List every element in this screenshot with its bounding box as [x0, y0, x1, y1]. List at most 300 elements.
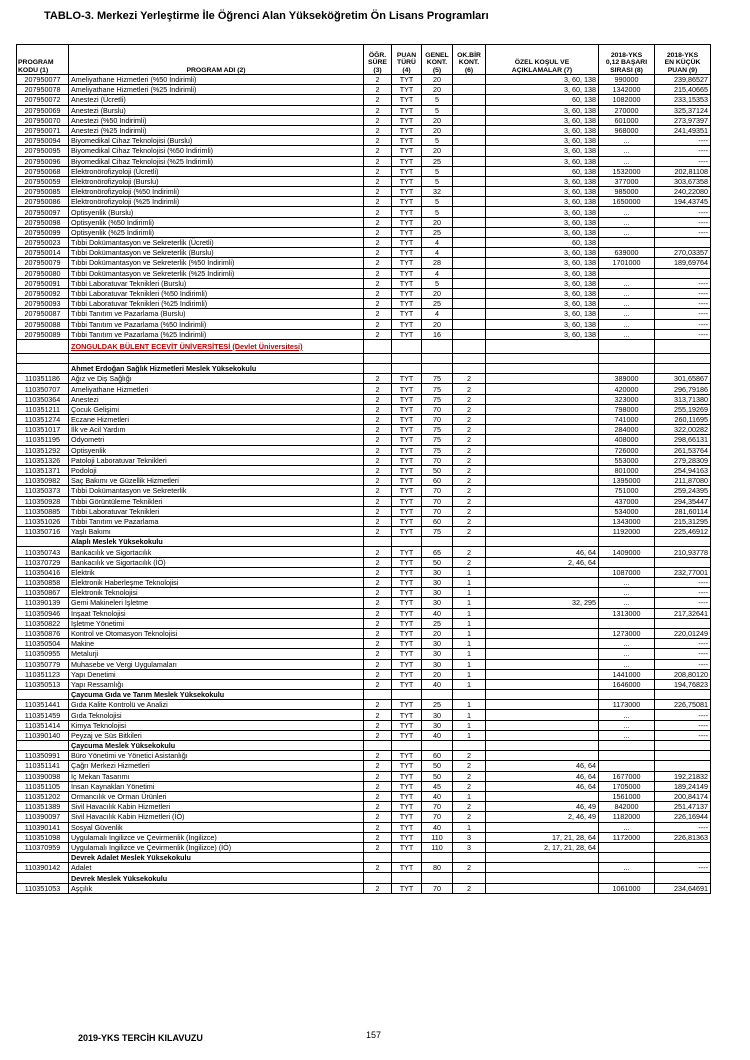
cell-score-type: TYT	[392, 248, 422, 258]
cell-duration: 2	[364, 557, 392, 567]
cell-success-rank: 801000	[599, 465, 655, 475]
cell-score-type: TYT	[392, 176, 422, 186]
cell-duration: 2	[364, 207, 392, 217]
cell-general-quota: 20	[422, 288, 453, 298]
cell-program-name: Tıbbi Tanıtım ve Pazarlama (%25 İndirimli)	[69, 329, 364, 339]
cell-success-rank: ...	[599, 329, 655, 339]
cell-min-score: 232,77001	[655, 567, 711, 577]
cell-success-rank: 990000	[599, 75, 655, 85]
cell-duration: 2	[364, 527, 392, 537]
cell-duration: 2	[364, 791, 392, 801]
cell-score-type: TYT	[392, 700, 422, 710]
cell-min-score: ----	[655, 730, 711, 740]
cell-conditions	[486, 435, 599, 445]
cell-conditions: 3, 60, 138	[486, 319, 599, 329]
cell-conditions	[486, 628, 599, 638]
cell-success-rank: 842000	[599, 802, 655, 812]
cell-min-score: 281,60114	[655, 506, 711, 516]
cell-duration: 2	[364, 598, 392, 608]
cell-duration: 2	[364, 588, 392, 598]
cell-top-student-quota: 1	[453, 588, 486, 598]
cell-success-rank: 1342000	[599, 85, 655, 95]
cell-top-student-quota: 1	[453, 679, 486, 689]
cell-program-name: Ameliyathane Hizmetleri	[69, 384, 364, 394]
cell-success-rank: 1701000	[599, 258, 655, 268]
cell-success-rank	[599, 751, 655, 761]
cell-general-quota: 30	[422, 598, 453, 608]
cell-min-score: ----	[655, 299, 711, 309]
cell-program-name: Büro Yönetimi ve Yönetici Asistanlığı	[69, 751, 364, 761]
cell-top-student-quota: 1	[453, 639, 486, 649]
cell-general-quota: 40	[422, 791, 453, 801]
cell-conditions	[486, 445, 599, 455]
cell-score-type: TYT	[392, 95, 422, 105]
cell-duration: 2	[364, 319, 392, 329]
cell-success-rank: 1409000	[599, 547, 655, 557]
cell-top-student-quota	[453, 207, 486, 217]
cell-score-type: TYT	[392, 125, 422, 135]
cell-success-rank: 1343000	[599, 516, 655, 526]
cell-program-name: Sivil Havacılık Kabin Hizmetleri	[69, 802, 364, 812]
cell-conditions	[486, 751, 599, 761]
table-row	[17, 751, 711, 761]
cell-program-name: Elektronik Teknolojisi	[69, 588, 364, 598]
cell-top-student-quota: 2	[453, 435, 486, 445]
cell-score-type: TYT	[392, 628, 422, 638]
cell-conditions	[486, 883, 599, 893]
cell-min-score: 273,97397	[655, 115, 711, 125]
empty-cell	[392, 853, 422, 863]
cell-program-name: İlk ve Acil Yardım	[69, 425, 364, 435]
cell-min-score: 194,43745	[655, 197, 711, 207]
cell-score-type: TYT	[392, 75, 422, 85]
cell-duration: 2	[364, 415, 392, 425]
cell-conditions	[486, 863, 599, 873]
cell-program-code: 110351186	[17, 374, 69, 384]
cell-program-code: 110350822	[17, 618, 69, 628]
cell-score-type: TYT	[392, 588, 422, 598]
cell-program-code: 110390139	[17, 598, 69, 608]
cell-success-rank: 1082000	[599, 95, 655, 105]
cell-program-code: 207950099	[17, 227, 69, 237]
cell-success-rank: ...	[599, 730, 655, 740]
cell-duration: 2	[364, 425, 392, 435]
cell-score-type: TYT	[392, 394, 422, 404]
cell-conditions: 3, 60, 138	[486, 217, 599, 227]
col-header-success-rank: 2018-YKS 0,12 BAŞARI SIRASI (8)	[599, 45, 655, 75]
cell-duration: 2	[364, 227, 392, 237]
cell-min-score: 200,84174	[655, 791, 711, 801]
cell-success-rank: ...	[599, 288, 655, 298]
cell-conditions	[486, 374, 599, 384]
cell-success-rank	[599, 842, 655, 852]
cell-program-name: Tıbbi Dokümantasyon ve Sekreterlik (Burslu)	[69, 248, 364, 258]
cell-general-quota: 5	[422, 197, 453, 207]
cell-conditions	[486, 659, 599, 669]
cell-program-name: Tıbbi Dokümantasyon ve Sekreterlik	[69, 486, 364, 496]
cell-score-type: TYT	[392, 863, 422, 873]
cell-min-score: ----	[655, 146, 711, 156]
cell-conditions: 3, 60, 138	[486, 115, 599, 125]
table-row	[17, 822, 711, 832]
empty-cell	[655, 364, 711, 374]
table-row	[17, 455, 711, 465]
cell-duration: 2	[364, 822, 392, 832]
cell-general-quota: 32	[422, 187, 453, 197]
cell-top-student-quota: 2	[453, 883, 486, 893]
cell-min-score: 239,86527	[655, 75, 711, 85]
cell-success-rank: 1173000	[599, 700, 655, 710]
cell-general-quota: 70	[422, 455, 453, 465]
cell-conditions	[486, 567, 599, 577]
cell-duration: 2	[364, 268, 392, 278]
empty-cell	[422, 339, 453, 353]
cell-min-score: ----	[655, 598, 711, 608]
cell-conditions	[486, 700, 599, 710]
cell-min-score: 234,64691	[655, 883, 711, 893]
table-row	[17, 486, 711, 496]
cell-top-student-quota: 1	[453, 700, 486, 710]
cell-conditions	[486, 822, 599, 832]
table-row	[17, 278, 711, 288]
cell-program-name: Tıbbi Laboratuvar Teknikleri (%50 İndirimli)	[69, 288, 364, 298]
table-row	[17, 258, 711, 268]
spacer-row	[17, 353, 711, 363]
cell-score-type: TYT	[392, 238, 422, 248]
cell-score-type: TYT	[392, 496, 422, 506]
cell-score-type: TYT	[392, 832, 422, 842]
cell-duration: 2	[364, 75, 392, 85]
cell-top-student-quota: 2	[453, 751, 486, 761]
cell-top-student-quota: 1	[453, 608, 486, 618]
cell-duration: 2	[364, 547, 392, 557]
cell-success-rank: 270000	[599, 105, 655, 115]
cell-conditions	[486, 476, 599, 486]
cell-program-name: Tıbbi Tanıtım ve Pazarlama	[69, 516, 364, 526]
cell-score-type: TYT	[392, 309, 422, 319]
cell-success-rank: 1087000	[599, 567, 655, 577]
empty-cell	[486, 741, 599, 751]
cell-program-name: Elektronörofizyoloji (%50 İndirimli)	[69, 187, 364, 197]
cell-program-code: 110351053	[17, 883, 69, 893]
cell-conditions: 60, 138	[486, 166, 599, 176]
cell-min-score: 240,22080	[655, 187, 711, 197]
empty-cell	[655, 853, 711, 863]
cell-score-type: TYT	[392, 288, 422, 298]
cell-top-student-quota	[453, 258, 486, 268]
empty-cell	[364, 364, 392, 374]
cell-score-type: TYT	[392, 567, 422, 577]
cell-top-student-quota: 2	[453, 781, 486, 791]
cell-program-name: Ağız ve Diş Sağlığı	[69, 374, 364, 384]
programs-table	[16, 44, 711, 894]
cell-score-type: TYT	[392, 547, 422, 557]
table-row	[17, 404, 711, 414]
table-row	[17, 883, 711, 893]
cell-general-quota: 16	[422, 329, 453, 339]
cell-general-quota: 40	[422, 608, 453, 618]
cell-duration: 2	[364, 136, 392, 146]
cell-success-rank: ...	[599, 136, 655, 146]
cell-general-quota: 70	[422, 496, 453, 506]
cell-score-type: TYT	[392, 258, 422, 268]
cell-general-quota: 20	[422, 125, 453, 135]
empty-cell	[422, 853, 453, 863]
cell-program-code: 110370959	[17, 842, 69, 852]
cell-top-student-quota: 2	[453, 486, 486, 496]
cell-success-rank: 534000	[599, 506, 655, 516]
cell-score-type: TYT	[392, 425, 422, 435]
empty-cell	[486, 853, 599, 863]
cell-program-name: Eczane Hizmetleri	[69, 415, 364, 425]
cell-program-code: 110350885	[17, 506, 69, 516]
cell-general-quota: 75	[422, 435, 453, 445]
university-name: ZONGULDAK BÜLENT ECEVİT ÜNİVERSİTESİ (Devlet Üniversitesi)	[69, 339, 364, 353]
cell-top-student-quota	[453, 288, 486, 298]
empty-cell	[364, 690, 392, 700]
cell-duration: 2	[364, 761, 392, 771]
table-row	[17, 95, 711, 105]
cell-top-student-quota	[453, 176, 486, 186]
cell-success-rank	[599, 268, 655, 278]
cell-score-type: TYT	[392, 486, 422, 496]
empty-cell	[599, 873, 655, 883]
col-header-duration: ÖĞR. SÜRE (3)	[364, 45, 392, 75]
col-header-min-score: 2018-YKS EN KÜÇÜK PUAN (9)	[655, 45, 711, 75]
faculty-name: Devrek Adalet Meslek Yüksekokulu	[69, 853, 364, 863]
cell-success-rank: ...	[599, 649, 655, 659]
cell-min-score: ----	[655, 863, 711, 873]
cell-conditions: 3, 60, 138	[486, 176, 599, 186]
empty-cell	[422, 873, 453, 883]
table-row	[17, 85, 711, 95]
cell-program-name: Elektrik	[69, 567, 364, 577]
cell-success-rank: 751000	[599, 486, 655, 496]
empty-cell	[364, 339, 392, 353]
empty-cell	[422, 537, 453, 547]
cell-general-quota: 20	[422, 85, 453, 95]
cell-score-type: TYT	[392, 578, 422, 588]
cell-duration: 2	[364, 248, 392, 258]
cell-duration: 2	[364, 649, 392, 659]
cell-min-score	[655, 238, 711, 248]
cell-top-student-quota	[453, 197, 486, 207]
empty-cell	[392, 690, 422, 700]
cell-top-student-quota	[453, 217, 486, 227]
empty-cell	[364, 741, 392, 751]
cell-top-student-quota: 2	[453, 812, 486, 822]
cell-program-code: 110350991	[17, 751, 69, 761]
cell-duration: 2	[364, 700, 392, 710]
cell-success-rank: 323000	[599, 394, 655, 404]
cell-duration: 2	[364, 781, 392, 791]
empty-cell	[17, 741, 69, 751]
cell-min-score: ----	[655, 659, 711, 669]
cell-min-score: 215,40665	[655, 85, 711, 95]
cell-duration: 2	[364, 125, 392, 135]
cell-general-quota: 65	[422, 547, 453, 557]
cell-general-quota: 4	[422, 268, 453, 278]
cell-min-score: 226,75081	[655, 700, 711, 710]
cell-duration: 2	[364, 730, 392, 740]
cell-conditions: 46, 64	[486, 761, 599, 771]
cell-success-rank: ...	[599, 278, 655, 288]
empty-cell	[453, 353, 486, 363]
cell-program-name: Optisyenlik (Burslu)	[69, 207, 364, 217]
cell-top-student-quota: 1	[453, 710, 486, 720]
cell-program-name: Çağrı Merkezi Hizmetleri	[69, 761, 364, 771]
cell-top-student-quota	[453, 227, 486, 237]
cell-min-score: ----	[655, 288, 711, 298]
cell-program-code: 110351326	[17, 455, 69, 465]
cell-general-quota: 20	[422, 146, 453, 156]
cell-general-quota: 75	[422, 445, 453, 455]
cell-score-type: TYT	[392, 751, 422, 761]
cell-duration: 2	[364, 258, 392, 268]
cell-general-quota: 70	[422, 802, 453, 812]
cell-conditions	[486, 669, 599, 679]
cell-top-student-quota: 2	[453, 476, 486, 486]
cell-min-score	[655, 751, 711, 761]
cell-conditions	[486, 404, 599, 414]
cell-top-student-quota: 2	[453, 415, 486, 425]
cell-conditions	[486, 516, 599, 526]
cell-score-type: TYT	[392, 781, 422, 791]
cell-min-score: 210,93778	[655, 547, 711, 557]
cell-general-quota: 30	[422, 649, 453, 659]
empty-cell	[655, 537, 711, 547]
cell-general-quota: 30	[422, 578, 453, 588]
cell-min-score: ----	[655, 156, 711, 166]
cell-success-rank: 1395000	[599, 476, 655, 486]
cell-general-quota: 50	[422, 761, 453, 771]
table-header-row	[17, 45, 711, 75]
cell-score-type: TYT	[392, 445, 422, 455]
cell-top-student-quota: 2	[453, 771, 486, 781]
cell-success-rank: 377000	[599, 176, 655, 186]
empty-cell	[17, 353, 69, 363]
faculty-row	[17, 853, 711, 863]
cell-min-score: 208,80120	[655, 669, 711, 679]
cell-duration: 2	[364, 476, 392, 486]
cell-top-student-quota	[453, 248, 486, 258]
cell-program-code: 207950080	[17, 268, 69, 278]
cell-duration: 2	[364, 771, 392, 781]
cell-top-student-quota: 1	[453, 730, 486, 740]
cell-general-quota: 50	[422, 557, 453, 567]
cell-duration: 2	[364, 669, 392, 679]
cell-general-quota: 70	[422, 404, 453, 414]
cell-program-name: Uygulamalı İngilizce ve Çevirmenlik (İngilizce) (İÖ)	[69, 842, 364, 852]
cell-top-student-quota	[453, 238, 486, 248]
empty-cell	[599, 364, 655, 374]
empty-cell	[453, 853, 486, 863]
empty-cell	[453, 537, 486, 547]
cell-program-name: Anestezi (Burslu)	[69, 105, 364, 115]
table-row	[17, 146, 711, 156]
cell-success-rank: ...	[599, 146, 655, 156]
cell-success-rank: ...	[599, 299, 655, 309]
cell-program-code: 110351459	[17, 710, 69, 720]
cell-success-rank: 1182000	[599, 812, 655, 822]
cell-score-type: TYT	[392, 679, 422, 689]
cell-duration: 2	[364, 197, 392, 207]
cell-general-quota: 75	[422, 394, 453, 404]
cell-top-student-quota: 2	[453, 374, 486, 384]
cell-program-code: 110350876	[17, 628, 69, 638]
table-row	[17, 527, 711, 537]
table-row	[17, 832, 711, 842]
cell-score-type: TYT	[392, 278, 422, 288]
cell-top-student-quota: 2	[453, 547, 486, 557]
empty-cell	[364, 873, 392, 883]
table-row	[17, 207, 711, 217]
cell-general-quota: 60	[422, 751, 453, 761]
cell-program-name: Tıbbi Görüntüleme Teknikleri	[69, 496, 364, 506]
cell-duration: 2	[364, 842, 392, 852]
cell-program-code: 110351371	[17, 465, 69, 475]
cell-top-student-quota	[453, 319, 486, 329]
table-row	[17, 659, 711, 669]
cell-program-code: 110351441	[17, 700, 69, 710]
cell-top-student-quota	[453, 278, 486, 288]
cell-duration: 2	[364, 278, 392, 288]
cell-program-code: 207950059	[17, 176, 69, 186]
cell-score-type: TYT	[392, 85, 422, 95]
cell-score-type: TYT	[392, 618, 422, 628]
cell-conditions: 3, 60, 138	[486, 156, 599, 166]
cell-program-name: Tıbbi Tanıtım ve Pazarlama (%50 İndirimli)	[69, 319, 364, 329]
cell-program-code: 207950092	[17, 288, 69, 298]
cell-conditions: 60, 138	[486, 238, 599, 248]
empty-cell	[422, 741, 453, 751]
cell-duration: 2	[364, 608, 392, 618]
cell-duration: 2	[364, 516, 392, 526]
cell-success-rank: 726000	[599, 445, 655, 455]
cell-top-student-quota	[453, 115, 486, 125]
cell-top-student-quota	[453, 95, 486, 105]
cell-score-type: TYT	[392, 791, 422, 801]
cell-program-code: 110350504	[17, 639, 69, 649]
cell-min-score	[655, 557, 711, 567]
cell-general-quota: 5	[422, 176, 453, 186]
cell-program-name: Tıbbi Dokümantasyon ve Sekreterlik (Ücretli)	[69, 238, 364, 248]
cell-success-rank	[599, 618, 655, 628]
cell-conditions	[486, 415, 599, 425]
faculty-name: Çaycuma Gıda ve Tarım Meslek Yüksekokulu	[69, 690, 364, 700]
cell-duration: 2	[364, 309, 392, 319]
cell-top-student-quota	[453, 299, 486, 309]
cell-min-score: ----	[655, 136, 711, 146]
cell-duration: 2	[364, 217, 392, 227]
cell-general-quota: 20	[422, 75, 453, 85]
cell-score-type: TYT	[392, 822, 422, 832]
cell-score-type: TYT	[392, 802, 422, 812]
cell-duration: 2	[364, 329, 392, 339]
table-row	[17, 608, 711, 618]
faculty-row	[17, 537, 711, 547]
cell-score-type: TYT	[392, 115, 422, 125]
cell-duration: 2	[364, 720, 392, 730]
cell-program-name: Yapı Denetimi	[69, 669, 364, 679]
cell-general-quota: 75	[422, 384, 453, 394]
empty-cell	[655, 741, 711, 751]
cell-conditions	[486, 465, 599, 475]
cell-program-name: Sosyal Güvenlik	[69, 822, 364, 832]
cell-conditions: 3, 60, 138	[486, 75, 599, 85]
cell-program-code: 110390141	[17, 822, 69, 832]
cell-program-code: 110351389	[17, 802, 69, 812]
